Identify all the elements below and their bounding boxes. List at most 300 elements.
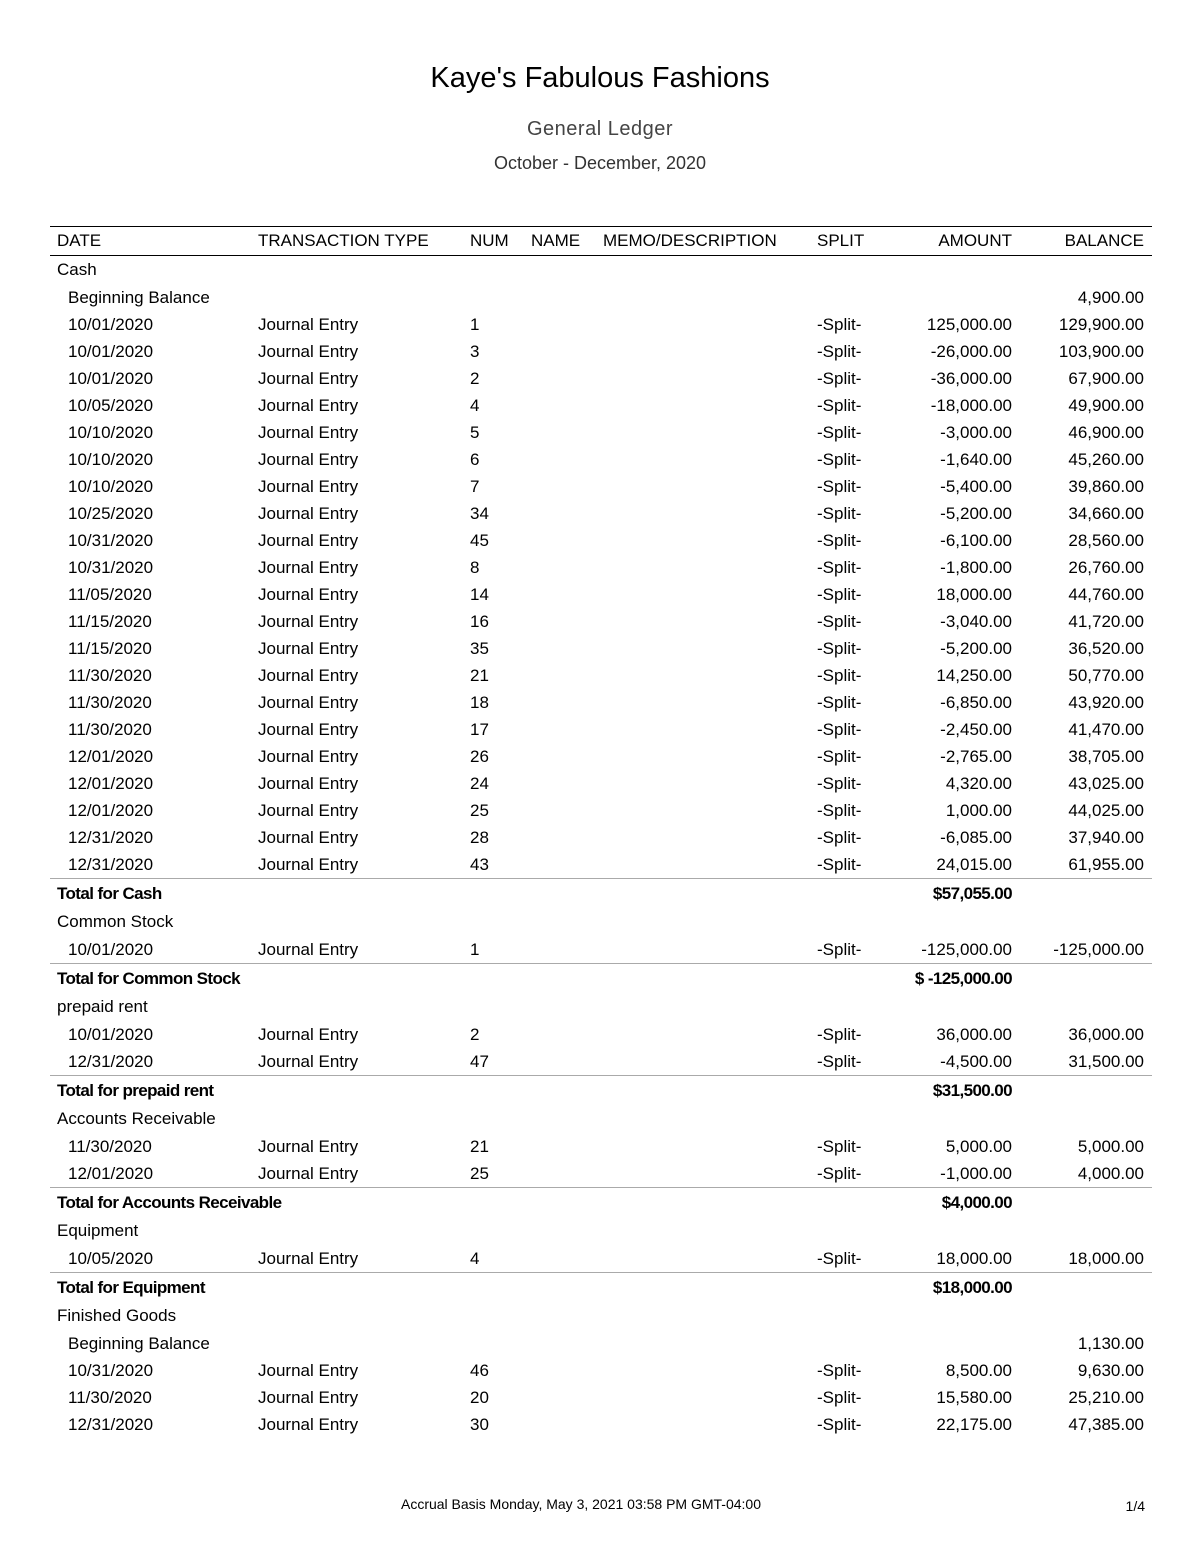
txn-type: Journal Entry xyxy=(258,530,359,550)
footer-basis: Accrual Basis Monday, May 3, 2021 03:58 PM GMT-04:00 xyxy=(400,1496,762,1512)
txn-split: -Split- xyxy=(817,1024,862,1044)
txn-amount: 15,580.00 xyxy=(936,1387,1012,1407)
account-name: Finished Goods xyxy=(57,1306,177,1325)
txn-name xyxy=(524,527,596,554)
transaction-row[interactable] xyxy=(50,1384,1152,1411)
txn-amount: -6,850.00 xyxy=(940,692,1012,712)
account-total-amount: $57,055.00 xyxy=(896,879,1020,909)
txn-date: 11/05/2020 xyxy=(68,584,152,604)
txn-amount: -125,000.00 xyxy=(921,939,1012,959)
txn-balance: 41,720.00 xyxy=(1068,611,1144,631)
txn-date: 12/31/2020 xyxy=(68,1051,154,1071)
account-total-balance xyxy=(1020,879,1152,909)
txn-type: Journal Entry xyxy=(258,773,359,793)
txn-date: 11/30/2020 xyxy=(68,719,152,739)
txn-amount: -2,765.00 xyxy=(940,746,1012,766)
txn-type: Journal Entry xyxy=(258,611,359,631)
txn-date: 12/31/2020 xyxy=(68,827,154,847)
account-total-amount: $4,000.00 xyxy=(896,1188,1020,1218)
txn-name xyxy=(524,716,596,743)
ledger-body xyxy=(50,256,1152,1439)
beginning-balance-label: Beginning Balance xyxy=(68,287,210,307)
txn-date: 12/31/2020 xyxy=(68,854,154,874)
txn-amount: -6,085.00 xyxy=(940,827,1012,847)
txn-type: Journal Entry xyxy=(258,746,359,766)
beginning-balance-row xyxy=(50,1330,1152,1357)
account-total-label: Total for prepaid rent xyxy=(50,1076,896,1106)
txn-memo xyxy=(596,1411,810,1438)
txn-memo xyxy=(596,716,810,743)
transaction-row[interactable] xyxy=(50,851,1152,879)
txn-memo xyxy=(596,1245,810,1273)
txn-memo xyxy=(596,662,810,689)
txn-num: 21 xyxy=(470,1136,489,1156)
txn-name xyxy=(524,635,596,662)
txn-split: -Split- xyxy=(817,827,862,847)
txn-split: -Split- xyxy=(817,692,862,712)
txn-name xyxy=(524,1021,596,1048)
txn-name xyxy=(524,1245,596,1273)
txn-memo xyxy=(596,500,810,527)
txn-amount: -5,200.00 xyxy=(940,503,1012,523)
txn-date: 11/15/2020 xyxy=(68,611,152,631)
txn-split: -Split- xyxy=(817,395,862,415)
account-total-balance xyxy=(1020,1273,1152,1303)
txn-date: 10/01/2020 xyxy=(68,314,154,334)
account-header-row xyxy=(50,1105,1152,1133)
transaction-row[interactable] xyxy=(50,1411,1152,1438)
txn-balance: 43,025.00 xyxy=(1068,773,1144,793)
txn-type: Journal Entry xyxy=(258,1248,359,1268)
general-ledger-table xyxy=(50,226,1152,1438)
txn-memo xyxy=(596,689,810,716)
txn-name xyxy=(524,770,596,797)
account-name: Equipment xyxy=(57,1221,139,1240)
txn-amount: 22,175.00 xyxy=(936,1414,1012,1434)
transaction-row[interactable] xyxy=(50,419,1152,446)
txn-amount: -36,000.00 xyxy=(930,368,1012,388)
account-total-balance xyxy=(1020,964,1152,994)
txn-type: Journal Entry xyxy=(258,854,359,874)
transaction-row[interactable] xyxy=(50,824,1152,851)
txn-date: 10/01/2020 xyxy=(68,368,154,388)
txn-split: -Split- xyxy=(817,341,862,361)
txn-split: -Split- xyxy=(817,368,862,388)
transaction-row[interactable] xyxy=(50,770,1152,797)
txn-num: 7 xyxy=(470,476,480,496)
txn-split: -Split- xyxy=(817,1387,862,1407)
transaction-row[interactable] xyxy=(50,635,1152,662)
txn-memo xyxy=(596,851,810,879)
txn-balance: 45,260.00 xyxy=(1068,449,1144,469)
txn-memo xyxy=(596,635,810,662)
txn-date: 10/10/2020 xyxy=(68,476,154,496)
txn-date: 10/31/2020 xyxy=(68,557,154,577)
txn-split: -Split- xyxy=(817,1360,862,1380)
txn-amount: -26,000.00 xyxy=(930,341,1012,361)
account-header-row xyxy=(50,908,1152,936)
txn-memo xyxy=(596,1021,810,1048)
transaction-row[interactable] xyxy=(50,1160,1152,1188)
txn-amount: -6,100.00 xyxy=(940,530,1012,550)
txn-num: 3 xyxy=(470,341,480,361)
company-name: Kaye's Fabulous Fashions xyxy=(430,62,770,94)
txn-split: -Split- xyxy=(817,476,862,496)
txn-split: -Split- xyxy=(817,584,862,604)
txn-date: 10/01/2020 xyxy=(68,939,154,959)
transaction-row[interactable] xyxy=(50,1133,1152,1160)
txn-amount: -4,500.00 xyxy=(940,1051,1012,1071)
txn-name xyxy=(524,446,596,473)
txn-amount: -5,400.00 xyxy=(940,476,1012,496)
transaction-row[interactable] xyxy=(50,689,1152,716)
txn-num: 5 xyxy=(470,422,480,442)
txn-type: Journal Entry xyxy=(258,368,359,388)
transaction-row[interactable] xyxy=(50,716,1152,743)
txn-date: 11/15/2020 xyxy=(68,638,152,658)
txn-name xyxy=(524,608,596,635)
txn-amount: -3,000.00 xyxy=(940,422,1012,442)
txn-name xyxy=(524,1048,596,1076)
txn-type: Journal Entry xyxy=(258,638,359,658)
txn-type: Journal Entry xyxy=(258,1051,359,1071)
txn-num: 6 xyxy=(470,449,480,469)
txn-memo xyxy=(596,392,810,419)
transaction-row[interactable] xyxy=(50,608,1152,635)
col-transaction-type[interactable]: TRANSACTION TYPE xyxy=(251,227,463,256)
transaction-row[interactable] xyxy=(50,365,1152,392)
txn-memo xyxy=(596,554,810,581)
transaction-row[interactable] xyxy=(50,500,1152,527)
txn-memo xyxy=(596,527,810,554)
txn-split: -Split- xyxy=(817,1248,862,1268)
txn-memo xyxy=(596,1384,810,1411)
txn-memo xyxy=(596,338,810,365)
account-total-balance xyxy=(1020,1076,1152,1106)
txn-amount: 125,000.00 xyxy=(926,314,1012,334)
txn-num: 28 xyxy=(470,827,489,847)
transaction-row[interactable] xyxy=(50,473,1152,500)
transaction-row[interactable] xyxy=(50,392,1152,419)
txn-memo xyxy=(596,936,810,964)
account-total-row xyxy=(50,1076,1152,1106)
txn-date: 10/31/2020 xyxy=(68,1360,154,1380)
txn-num: 45 xyxy=(470,530,489,550)
txn-name xyxy=(524,1411,596,1438)
txn-name xyxy=(524,581,596,608)
txn-amount: -3,040.00 xyxy=(940,611,1012,631)
txn-split: -Split- xyxy=(817,854,862,874)
account-total-row xyxy=(50,1273,1152,1303)
account-total-row xyxy=(50,964,1152,994)
transaction-row[interactable] xyxy=(50,581,1152,608)
beginning-balance-row xyxy=(50,284,1152,311)
txn-num: 2 xyxy=(470,1024,480,1044)
account-name: prepaid rent xyxy=(57,997,148,1016)
txn-num: 46 xyxy=(470,1360,489,1380)
transaction-row[interactable] xyxy=(50,338,1152,365)
txn-amount: 24,015.00 xyxy=(936,854,1012,874)
transaction-row[interactable] xyxy=(50,662,1152,689)
account-total-amount: $31,500.00 xyxy=(896,1076,1020,1106)
txn-type: Journal Entry xyxy=(258,1163,359,1183)
txn-split: -Split- xyxy=(817,719,862,739)
txn-name xyxy=(524,554,596,581)
txn-balance: 31,500.00 xyxy=(1068,1051,1144,1071)
account-total-balance xyxy=(1020,1188,1152,1218)
txn-amount: -5,200.00 xyxy=(940,638,1012,658)
txn-name xyxy=(524,743,596,770)
txn-num: 18 xyxy=(470,692,489,712)
txn-date: 10/01/2020 xyxy=(68,1024,154,1044)
transaction-row[interactable] xyxy=(50,936,1152,964)
txn-name xyxy=(524,797,596,824)
account-header-row xyxy=(50,993,1152,1021)
txn-split: -Split- xyxy=(817,800,862,820)
txn-split: -Split- xyxy=(817,773,862,793)
txn-amount: -1,800.00 xyxy=(940,557,1012,577)
txn-date: 11/30/2020 xyxy=(68,665,152,685)
txn-num: 47 xyxy=(470,1051,489,1071)
txn-memo xyxy=(596,1160,810,1188)
txn-memo xyxy=(596,1133,810,1160)
txn-memo xyxy=(596,311,810,338)
col-memo[interactable]: MEMO/DESCRIPTION xyxy=(596,227,810,256)
txn-type: Journal Entry xyxy=(258,314,359,334)
txn-num: 30 xyxy=(470,1414,489,1434)
col-date[interactable]: DATE xyxy=(50,227,251,256)
txn-num: 20 xyxy=(470,1387,489,1407)
txn-balance: 50,770.00 xyxy=(1068,665,1144,685)
txn-balance: 34,660.00 xyxy=(1068,503,1144,523)
txn-amount: 14,250.00 xyxy=(936,665,1012,685)
txn-num: 17 xyxy=(470,719,489,739)
txn-name xyxy=(524,936,596,964)
beginning-balance-value: 4,900.00 xyxy=(1077,287,1144,307)
txn-memo xyxy=(596,365,810,392)
txn-memo xyxy=(596,419,810,446)
txn-balance: 18,000.00 xyxy=(1068,1248,1144,1268)
transaction-row[interactable] xyxy=(50,1021,1152,1048)
txn-name xyxy=(524,338,596,365)
txn-date: 10/05/2020 xyxy=(68,1248,154,1268)
txn-num: 24 xyxy=(470,773,489,793)
account-name: Cash xyxy=(57,260,97,279)
txn-name xyxy=(524,662,596,689)
account-name: Common Stock xyxy=(57,912,174,931)
beginning-balance-value: 1,130.00 xyxy=(1077,1333,1144,1353)
txn-date: 12/01/2020 xyxy=(68,773,154,793)
txn-amount: 36,000.00 xyxy=(936,1024,1012,1044)
txn-balance: 39,860.00 xyxy=(1068,476,1144,496)
txn-num: 34 xyxy=(470,503,489,523)
txn-date: 12/01/2020 xyxy=(68,746,154,766)
txn-num: 43 xyxy=(470,854,489,874)
txn-amount: 5,000.00 xyxy=(945,1136,1012,1156)
txn-balance: 5,000.00 xyxy=(1077,1136,1144,1156)
txn-date: 12/01/2020 xyxy=(68,800,154,820)
txn-memo xyxy=(596,1357,810,1384)
txn-amount: 18,000.00 xyxy=(936,584,1012,604)
txn-balance: -125,000.00 xyxy=(1053,939,1144,959)
transaction-row[interactable] xyxy=(50,311,1152,338)
txn-balance: 28,560.00 xyxy=(1068,530,1144,550)
txn-split: -Split- xyxy=(817,1051,862,1071)
txn-name xyxy=(524,1357,596,1384)
txn-name xyxy=(524,689,596,716)
txn-name xyxy=(524,824,596,851)
txn-date: 10/01/2020 xyxy=(68,341,154,361)
column-header-row xyxy=(50,227,1152,256)
txn-type: Journal Entry xyxy=(258,1360,359,1380)
transaction-row[interactable] xyxy=(50,743,1152,770)
txn-type: Journal Entry xyxy=(258,827,359,847)
txn-balance: 129,900.00 xyxy=(1058,314,1144,334)
col-num[interactable]: NUM xyxy=(463,227,524,256)
txn-memo xyxy=(596,770,810,797)
txn-num: 8 xyxy=(470,557,480,577)
transaction-row[interactable] xyxy=(50,554,1152,581)
txn-name xyxy=(524,419,596,446)
txn-amount: 4,320.00 xyxy=(945,773,1012,793)
txn-split: -Split- xyxy=(817,746,862,766)
txn-split: -Split- xyxy=(817,314,862,334)
col-split[interactable]: SPLIT xyxy=(810,227,896,256)
col-amount[interactable]: AMOUNT xyxy=(896,227,1020,256)
txn-date: 10/25/2020 xyxy=(68,503,154,523)
txn-name xyxy=(524,851,596,879)
transaction-row[interactable] xyxy=(50,1245,1152,1273)
txn-num: 14 xyxy=(470,584,489,604)
txn-memo xyxy=(596,473,810,500)
txn-memo xyxy=(596,1048,810,1076)
col-balance[interactable]: BALANCE xyxy=(1020,227,1152,256)
txn-split: -Split- xyxy=(817,503,862,523)
txn-type: Journal Entry xyxy=(258,1387,359,1407)
txn-balance: 26,760.00 xyxy=(1068,557,1144,577)
txn-memo xyxy=(596,797,810,824)
txn-type: Journal Entry xyxy=(258,395,359,415)
txn-balance: 67,900.00 xyxy=(1068,368,1144,388)
account-total-label: Total for Cash xyxy=(50,879,896,909)
txn-num: 1 xyxy=(470,939,480,959)
beginning-balance-label: Beginning Balance xyxy=(68,1333,210,1353)
txn-balance: 36,520.00 xyxy=(1068,638,1144,658)
account-header-row xyxy=(50,1302,1152,1330)
transaction-row[interactable] xyxy=(50,1357,1152,1384)
txn-num: 2 xyxy=(470,368,480,388)
txn-num: 26 xyxy=(470,746,489,766)
txn-type: Journal Entry xyxy=(258,449,359,469)
txn-split: -Split- xyxy=(817,638,862,658)
txn-balance: 37,940.00 xyxy=(1068,827,1144,847)
txn-balance: 46,900.00 xyxy=(1068,422,1144,442)
txn-split: -Split- xyxy=(817,611,862,631)
txn-split: -Split- xyxy=(817,939,862,959)
txn-num: 35 xyxy=(470,638,489,658)
transaction-row[interactable] xyxy=(50,1048,1152,1076)
account-total-label: Total for Equipment xyxy=(50,1273,896,1303)
txn-date: 10/31/2020 xyxy=(68,530,154,550)
txn-amount: -1,640.00 xyxy=(940,449,1012,469)
txn-num: 25 xyxy=(470,1163,489,1183)
transaction-row[interactable] xyxy=(50,797,1152,824)
txn-num: 4 xyxy=(470,395,480,415)
txn-split: -Split- xyxy=(817,665,862,685)
account-total-amount: $18,000.00 xyxy=(896,1273,1020,1303)
txn-balance: 36,000.00 xyxy=(1068,1024,1144,1044)
txn-name xyxy=(524,392,596,419)
txn-balance: 47,385.00 xyxy=(1068,1414,1144,1434)
txn-type: Journal Entry xyxy=(258,341,359,361)
account-total-label: Total for Common Stock xyxy=(50,964,896,994)
txn-type: Journal Entry xyxy=(258,665,359,685)
col-name[interactable]: NAME xyxy=(524,227,596,256)
txn-balance: 38,705.00 xyxy=(1068,746,1144,766)
account-total-amount: $ -125,000.00 xyxy=(896,964,1020,994)
txn-date: 10/05/2020 xyxy=(68,395,154,415)
account-total-row xyxy=(50,879,1152,909)
txn-name xyxy=(524,1133,596,1160)
page-number: 1/4 xyxy=(1125,1498,1145,1514)
txn-type: Journal Entry xyxy=(258,584,359,604)
txn-memo xyxy=(596,824,810,851)
txn-date: 11/30/2020 xyxy=(68,1387,152,1407)
txn-type: Journal Entry xyxy=(258,800,359,820)
txn-balance: 61,955.00 xyxy=(1068,854,1144,874)
txn-type: Journal Entry xyxy=(258,422,359,442)
txn-balance: 43,920.00 xyxy=(1068,692,1144,712)
txn-type: Journal Entry xyxy=(258,692,359,712)
txn-memo xyxy=(596,608,810,635)
report-title: General Ledger xyxy=(527,118,673,140)
txn-memo xyxy=(596,581,810,608)
txn-num: 21 xyxy=(470,665,489,685)
txn-num: 1 xyxy=(470,314,480,334)
account-name: Accounts Receivable xyxy=(57,1109,216,1128)
txn-amount: -1,000.00 xyxy=(940,1163,1012,1183)
txn-balance: 25,210.00 xyxy=(1068,1387,1144,1407)
txn-memo xyxy=(596,743,810,770)
transaction-row[interactable] xyxy=(50,527,1152,554)
account-total-row xyxy=(50,1188,1152,1218)
account-total-label: Total for Accounts Receivable xyxy=(50,1188,896,1218)
txn-split: -Split- xyxy=(817,1163,862,1183)
txn-name xyxy=(524,1160,596,1188)
txn-type: Journal Entry xyxy=(258,1024,359,1044)
txn-amount: 8,500.00 xyxy=(945,1360,1012,1380)
txn-num: 25 xyxy=(470,800,489,820)
txn-type: Journal Entry xyxy=(258,503,359,523)
account-header-row xyxy=(50,256,1152,285)
txn-amount: -2,450.00 xyxy=(940,719,1012,739)
txn-amount: -18,000.00 xyxy=(930,395,1012,415)
transaction-row[interactable] xyxy=(50,446,1152,473)
txn-split: -Split- xyxy=(817,449,862,469)
txn-name xyxy=(524,473,596,500)
txn-date: 12/01/2020 xyxy=(68,1163,154,1183)
txn-split: -Split- xyxy=(817,1136,862,1156)
account-header-row xyxy=(50,1217,1152,1245)
txn-balance: 4,000.00 xyxy=(1077,1163,1144,1183)
txn-type: Journal Entry xyxy=(258,1136,359,1156)
txn-balance: 44,760.00 xyxy=(1068,584,1144,604)
txn-type: Journal Entry xyxy=(258,476,359,496)
txn-balance: 49,900.00 xyxy=(1068,395,1144,415)
txn-name xyxy=(524,365,596,392)
txn-memo xyxy=(596,446,810,473)
txn-num: 4 xyxy=(470,1248,480,1268)
